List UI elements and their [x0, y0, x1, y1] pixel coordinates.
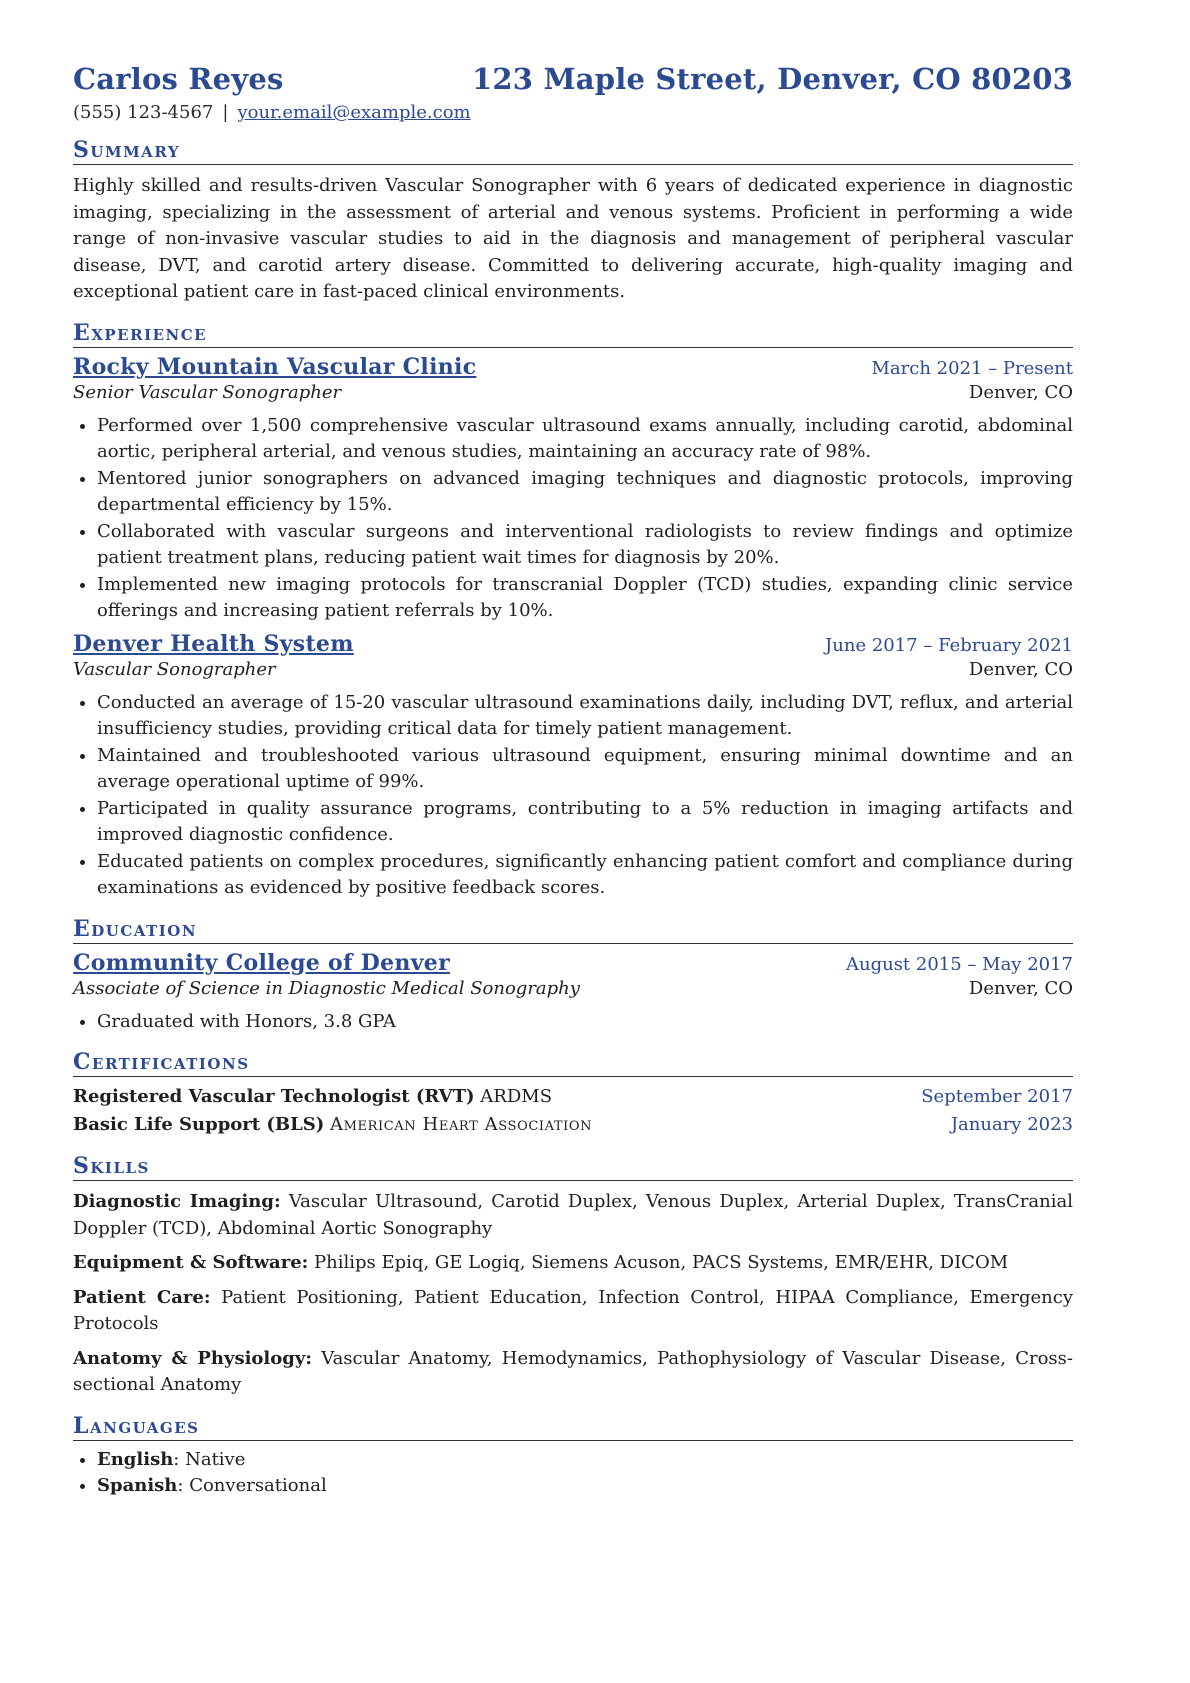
skill-values: Philips Epiq, GE Logiq, Siemens Acuson, PACS Systems, EMR/EHR, DICOM — [314, 1252, 1009, 1273]
bullet-item: • Implemented new imaging protocols for transcranial Doppler (TCD) studies, expanding clinic service offerings and increasing patient referrals by 10%. — [97, 572, 1073, 625]
certification-item — [73, 1083, 1073, 1111]
certification-item — [73, 1111, 1073, 1139]
section-title-education: Education — [73, 916, 1073, 944]
section-title-summary: Summary — [73, 137, 1073, 165]
skill-label: Diagnostic Imaging: — [73, 1191, 281, 1212]
certification-issuer: ARDMS — [480, 1086, 553, 1107]
degree-name: Associate of Science in Diagnostic Medical Sonography — [73, 977, 580, 999]
certification-date: January 2023 — [950, 1114, 1073, 1135]
education-section — [73, 916, 1073, 1036]
bullet-item: • Participated in quality assurance programs, contributing to a 5% reduction in imaging artifacts and improved diagnostic confidence. — [97, 796, 1073, 849]
bullet-item: • Conducted an average of 15-20 vascular ultrasound examinations daily, including DVT, reflux, and arterial insufficiency studies, providing critical data for timely patient management. — [97, 690, 1073, 743]
job-entry — [73, 354, 1073, 625]
education-location: Denver, CO — [968, 977, 1073, 999]
skill-group — [73, 1285, 1073, 1338]
header — [73, 62, 1073, 96]
education-dates: August 2015 – May 2017 — [845, 953, 1073, 975]
language-item — [97, 1473, 1073, 1500]
language-level: : Conversational — [177, 1475, 327, 1496]
phone-number: (555) 123-4567 — [73, 102, 214, 123]
job-bullets — [73, 413, 1073, 625]
bullet-item: • Performed over 1,500 comprehensive vascular ultrasound exams annually, including carotid, abdominal aortic, peripheral arterial, and venous studies, maintaining an accuracy rate of 98%. — [97, 413, 1073, 466]
job-title: Senior Vascular Sonographer — [73, 381, 342, 403]
skill-label: Equipment & Software: — [73, 1252, 309, 1273]
candidate-address: 123 Maple Street, Denver, CO 80203 — [472, 62, 1073, 96]
language-level: : Native — [173, 1448, 246, 1470]
skill-group — [73, 1250, 1073, 1277]
section-title-experience: Experience — [73, 320, 1073, 348]
job-location: Denver, CO — [968, 381, 1073, 403]
bullet-item: • Collaborated with vascular surgeons and interventional radiologists to review findings and optimize patient treatment plans, reducing patient wait times for diagnosis by 20%. — [97, 519, 1073, 572]
bullet-item: • Mentored junior sonographers on advanced imaging techniques and diagnostic protocols, improving departmental efficiency by 15%. — [97, 466, 1073, 519]
job-title: Vascular Sonographer — [73, 658, 276, 680]
employer-name[interactable]: Denver Health System — [73, 630, 354, 657]
school-name[interactable]: Community College of Denver — [73, 949, 450, 976]
summary-text: Highly skilled and results-driven Vascular Sonographer with 6 years of dedicated experience in diagnostic imaging, specializing in the assessment of arterial and venous systems. Proficient in performing a wide range of non-invasive vascular studies to aid in the diagnosis and management of peripheral vascular disease, DVT, and carotid artery disease. Committed to delivering accurate, high-quality imaging and exceptional patient care in fast-paced clinical environments. — [73, 175, 1073, 302]
experience-section — [73, 320, 1073, 902]
employer-name[interactable]: Rocky Mountain Vascular Clinic — [73, 353, 477, 380]
email-link[interactable]: your.email@example.com — [237, 102, 471, 123]
job-entry — [73, 631, 1073, 902]
skill-values: Vascular Anatomy, Hemodynamics, Pathophysiology of Vascular Disease, Cross-sectional Anatomy — [73, 1347, 1073, 1395]
job-bullets — [73, 690, 1073, 902]
language-item — [97, 1447, 1073, 1474]
certification-name: Basic Life Support (BLS) — [73, 1114, 325, 1135]
contact-separator: | — [222, 102, 229, 123]
certifications-list — [73, 1083, 1073, 1139]
contact-line — [73, 102, 1073, 123]
candidate-name: Carlos Reyes — [73, 62, 284, 96]
education-bullets — [73, 1009, 1073, 1036]
languages-section — [73, 1413, 1073, 1500]
bullet-item: • Educated patients on complex procedures, significantly enhancing patient comfort and compliance during examinations as evidenced by positive feedback scores. — [97, 849, 1073, 902]
language-name: Spanish — [97, 1475, 178, 1496]
language-name: English — [97, 1448, 174, 1470]
bullet-item: • Graduated with Honors, 3.8 GPA — [97, 1009, 1073, 1036]
job-location: Denver, CO — [968, 658, 1073, 680]
summary-section — [73, 137, 1073, 306]
certification-issuer: American Heart Association — [330, 1114, 593, 1135]
section-title-languages: Languages — [73, 1413, 1073, 1441]
skills-section — [73, 1153, 1073, 1399]
certifications-section — [73, 1049, 1073, 1139]
job-dates: March 2021 – Present — [871, 357, 1073, 379]
bullet-item: • Maintained and troubleshooted various ultrasound equipment, ensuring minimal downtime and an average operational uptime of 99%. — [97, 743, 1073, 796]
skill-group — [73, 1189, 1073, 1242]
skill-label: Anatomy & Physiology: — [73, 1347, 312, 1369]
certification-name: Registered Vascular Technologist (RVT) — [73, 1086, 475, 1107]
languages-list — [73, 1447, 1073, 1500]
section-title-certifications: Certifications — [73, 1049, 1073, 1077]
skill-values: Patient Positioning, Patient Education, Infection Control, HIPAA Compliance, Emergency Protocols — [73, 1286, 1073, 1334]
job-dates: June 2017 – February 2021 — [825, 634, 1073, 656]
skill-label: Patient Care: — [73, 1286, 211, 1308]
certification-date: September 2017 — [921, 1086, 1073, 1107]
skill-values: Vascular Ultrasound, Carotid Duplex, Venous Duplex, Arterial Duplex, TransCranial Doppler (TCD), Abdominal Aortic Sonography — [73, 1191, 1073, 1239]
skill-group — [73, 1346, 1073, 1399]
section-title-skills: Skills — [73, 1153, 1073, 1181]
